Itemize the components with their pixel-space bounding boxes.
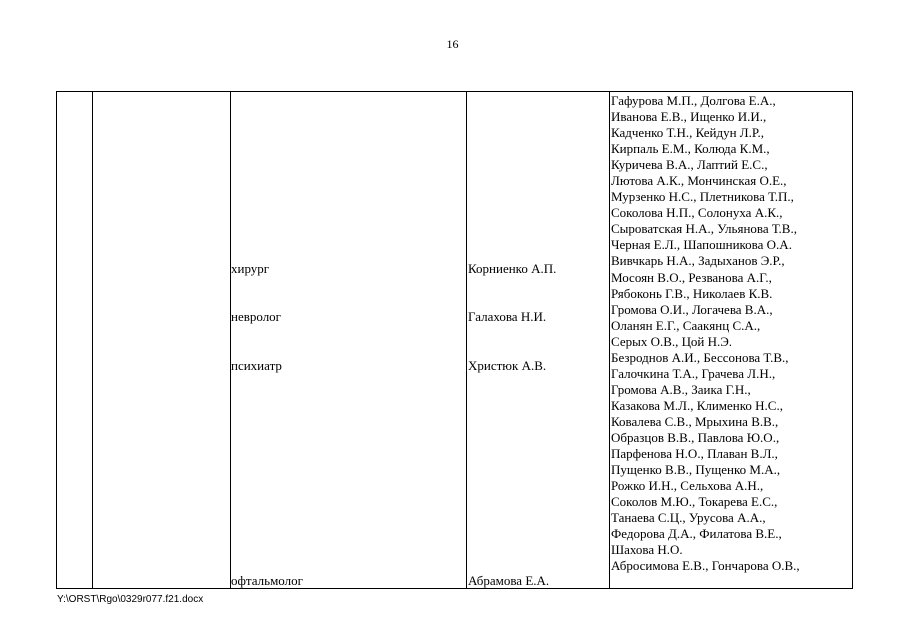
lead-cell: Галахова Н.И.: [468, 309, 547, 324]
member-names-line: Рябоконь Г.В., Николаев К.В.: [611, 285, 773, 301]
lead-cell: Абрамова Е.А.: [468, 573, 550, 588]
member-names-line: Серых О.В., Цой Н.Э.: [611, 333, 733, 349]
specialty-cell: офтальмолог: [231, 573, 303, 588]
member-names-line: Громова О.И., Логачева В.А.,: [611, 301, 773, 317]
member-names-line: Пущенко В.В., Пущенко М.А.,: [611, 462, 781, 478]
specialty-cell: психиатр: [231, 358, 282, 373]
member-names-line: Оланян Е.Г., Саакянц С.А.,: [611, 317, 761, 333]
members-column: [611, 93, 800, 574]
page-number: 16: [446, 37, 459, 51]
member-names-line: Вивчкарь Н.А., Задыханов Э.Р.,: [611, 253, 785, 269]
member-names-line: Абросимова Е.В., Гончарова О.В.,: [611, 558, 800, 574]
member-names-line: Куричева В.А., Лаптий Е.С.,: [611, 157, 768, 173]
column-divider: [466, 92, 467, 588]
member-names-line: Черная Е.Л., Шапошникова О.А.: [611, 237, 792, 253]
member-names-line: Сыроватская Н.А., Ульянова Т.В.,: [611, 221, 797, 237]
member-names-line: Казакова М.Л., Клименко Н.С.,: [611, 397, 783, 413]
member-names-line: Кадченко Т.Н., Кейдун Л.Р.,: [611, 125, 764, 141]
lead-cell: Христюк А.В.: [468, 358, 547, 373]
member-names-line: Мурзенко Н.С., Плетникова Т.П.,: [611, 189, 794, 205]
member-names-line: Федорова Д.А., Филатова В.Е.,: [611, 526, 782, 542]
member-names-line: Безроднов А.И., Бессонова Т.В.,: [611, 349, 789, 365]
member-names-line: Громова А.В., Заика Г.Н.,: [611, 381, 751, 397]
commission-table: [56, 91, 853, 589]
member-names-line: Рожко И.Н., Сельхова А.Н.,: [611, 478, 764, 494]
column-divider: [92, 92, 93, 588]
specialty-cell: невролог: [231, 309, 282, 324]
member-names-line: Мосоян В.О., Резванова А.Г.,: [611, 269, 772, 285]
column-divider: [230, 92, 231, 588]
member-names-line: Ковалева С.В., Мрыхина В.В.,: [611, 413, 779, 429]
member-names-line: Иванова Е.В., Ищенко И.И.,: [611, 109, 767, 125]
column-divider: [609, 92, 610, 588]
member-names-line: Парфенова Н.О., Плаван В.Л.,: [611, 446, 778, 462]
lead-cell: Корниенко А.П.: [468, 261, 557, 276]
member-names-line: Кирпаль Е.М., Колюда К.М.,: [611, 141, 770, 157]
member-names-line: Соколова Н.П., Солонуха А.К.,: [611, 205, 783, 221]
specialty-cell: хирург: [231, 261, 270, 276]
member-names-line: Соколов М.Ю., Токарева Е.С.,: [611, 494, 778, 510]
file-path-footer: Y:\ORST\Rgo\0329r077.f21.docx: [57, 594, 204, 605]
member-names-line: Шахова Н.О.: [611, 542, 683, 558]
member-names-line: Гафурова М.П., Долгова Е.А.,: [611, 93, 776, 108]
member-names-line: Лютова А.К., Мончинская О.Е.,: [611, 173, 787, 189]
member-names-line: Образцов В.В., Павлова Ю.О.,: [611, 429, 780, 445]
member-names-line: Галочкина Т.А., Грачева Л.Н.,: [611, 365, 776, 381]
member-names-line: Танаева С.Ц., Урусова А.А.,: [611, 510, 766, 526]
